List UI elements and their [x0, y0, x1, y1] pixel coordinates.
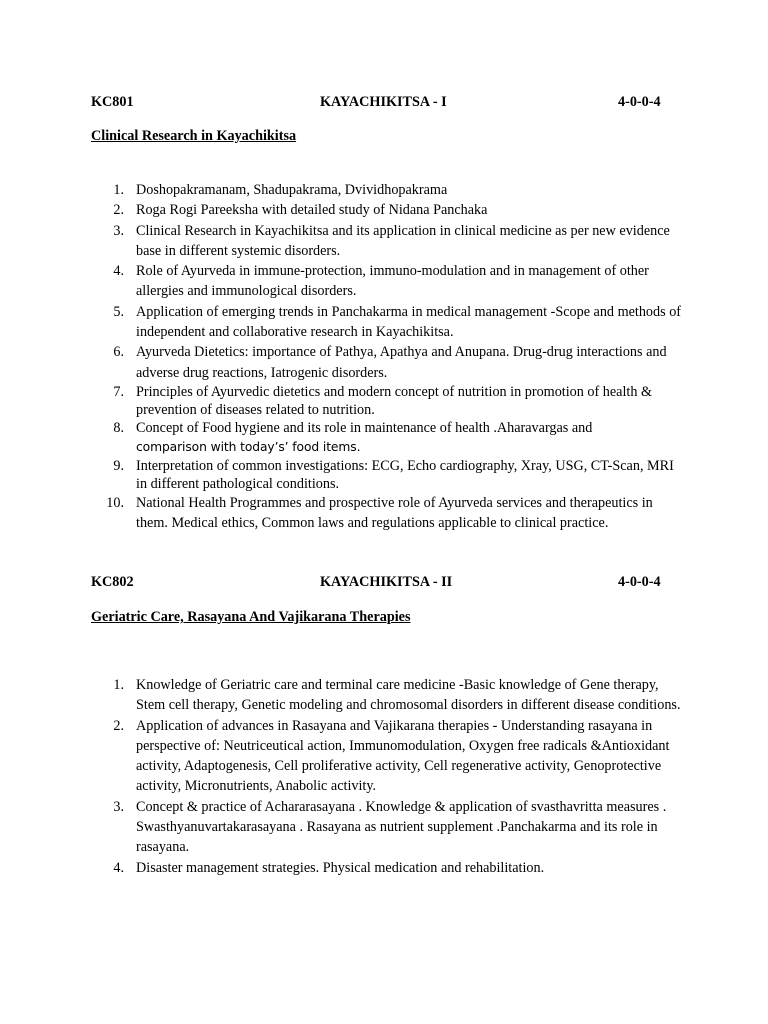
item-number: 2. — [113, 717, 124, 734]
list-item — [0, 797, 681, 858]
course-subtitle: Clinical Research in Kayachikitsa — [91, 128, 297, 144]
item-text: National Health Programmes and prospective role of Ayurveda services and therapeutics in them. Medical ethics, Common laws and regulations applicable to clinical practice. — [136, 494, 653, 532]
list-item — [0, 342, 681, 383]
item-text: Knowledge of Geriatric care and terminal care medicine -Basic knowledge of Gene therapy, Stem cell therapy, Genetic modeling and chromosomal disorders in different disease conditions. — [136, 677, 681, 714]
item-text: Role of Ayurveda in immune-protection, immuno-modulation and in management of other allergies and immunological disorders. — [136, 263, 649, 300]
item-number: 4. — [113, 263, 124, 280]
item-text: Principles of Ayurvedic dietetics and modern concept of nutrition in promotion of health & prevention of diseases related to nutrition. — [136, 383, 653, 418]
list-item — [0, 858, 681, 878]
topic-list-kc802 — [0, 675, 768, 878]
course-header-kc802 — [0, 574, 768, 594]
course-credits: 4-0-0-4 — [618, 94, 661, 110]
item-number: 3. — [113, 222, 124, 239]
list-item — [0, 221, 681, 262]
item-text: Disaster management strategies. Physical medication and rehabilitation. — [136, 859, 545, 876]
list-item — [0, 457, 681, 493]
item-text: Concept of Food hygiene and its role in maintenance of health .Aharavargas and — [136, 419, 593, 436]
list-item — [0, 716, 681, 797]
list-item — [0, 302, 681, 343]
list-item — [0, 493, 681, 534]
course-code: KC802 — [91, 574, 134, 590]
item-number: 9. — [113, 457, 124, 474]
item-number: 2. — [113, 202, 124, 219]
item-text-continuation: comparison with today’s’ food items. — [136, 439, 361, 454]
course-title: KAYACHIKITSA - I — [320, 94, 447, 110]
item-number: 10. — [106, 494, 124, 511]
list-item — [0, 675, 681, 716]
course-subtitle: Geriatric Care, Rasayana And Vajikarana Therapies — [91, 609, 411, 625]
item-number: 6. — [113, 344, 124, 361]
item-text: Ayurveda Dietetics: importance of Pathya, Apathya and Anupana. Drug-drug interactions and adverse drug reactions, Iatrogenic disorders. — [136, 344, 667, 381]
course-header-kc801 — [0, 94, 768, 114]
item-number: 5. — [113, 303, 124, 320]
list-item — [0, 200, 681, 220]
course-code: KC801 — [91, 94, 134, 110]
item-number: 1. — [113, 677, 124, 693]
item-text: Roga Rogi Pareeksha with detailed study of Nidana Panchaka — [136, 202, 488, 219]
course-title: KAYACHIKITSA - II — [320, 574, 453, 590]
list-item — [0, 419, 681, 457]
list-item — [0, 261, 681, 302]
item-text: Clinical Research in Kayachikitsa and its application in clinical medicine as per new evidence base in different systemic disorders. — [136, 222, 670, 259]
item-number: 4. — [113, 859, 124, 876]
item-text: Doshopakramanam, Shadupakrama, Dvividhopakrama — [136, 182, 448, 198]
item-text: Application of advances in Rasayana and Vajikarana therapies - Understanding rasayana in perspective of: Neutriceutical action, Immunomodulation, Oxygen free radicals &Antioxidant activity, Adaptogenesis, Cell proliferative activity, Cell regenerative activity, Genoprotective activity, Micronutrients, Anabolic activity. — [136, 717, 670, 795]
topic-list-kc801 — [0, 180, 768, 534]
list-item — [0, 383, 681, 419]
item-number: 3. — [113, 798, 124, 815]
item-number: 7. — [113, 383, 124, 400]
item-text: Interpretation of common investigations: ECG, Echo cardiography, Xray, USG, CT-Scan, MRI in different pathological conditions. — [136, 457, 674, 492]
list-item — [0, 180, 681, 200]
course-credits: 4-0-0-4 — [618, 574, 661, 590]
item-number: 1. — [113, 182, 124, 198]
item-number: 8. — [113, 419, 124, 436]
item-text: Concept & practice of Achararasayana . Knowledge & application of svasthavritta measures . Swasthyanuvartakarasayana . Rasayana as nutrient supplement .Panchakarma and its role in rasayana. — [136, 798, 667, 856]
item-text: Application of emerging trends in Panchakarma in medical management -Scope and methods of independent and collaborative research in Kayachikitsa. — [136, 303, 682, 341]
